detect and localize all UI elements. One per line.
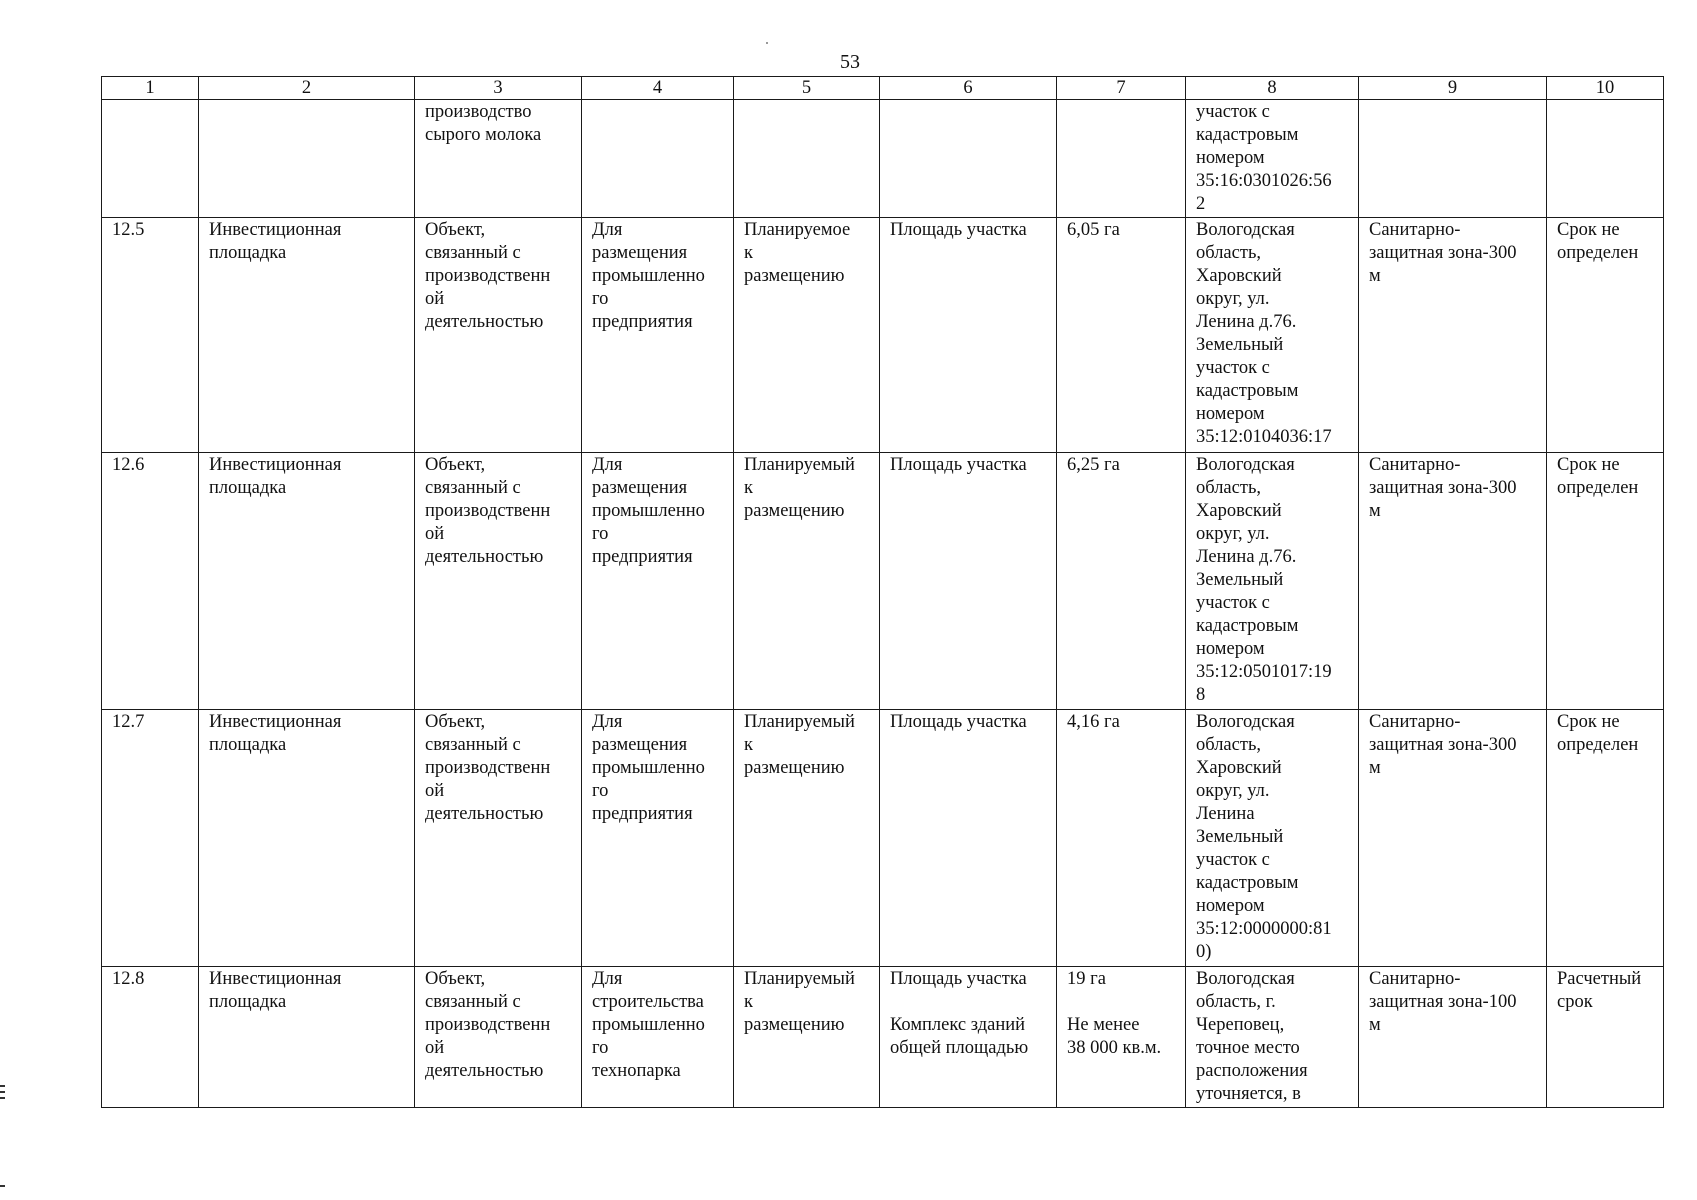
table-cell: Инвестиционная площадка [199,218,415,453]
table-cell: Для размещения промышленно го предприятия [582,218,734,453]
table-cell: Инвестиционная площадка [199,710,415,967]
table-cell: Площадь участка [880,218,1057,453]
table-cell: Инвестиционная площадка [199,453,415,710]
column-header: 3 [415,77,582,100]
table-cell: Объект, связанный с производственн ой деятельностью [415,967,582,1108]
table-row [102,453,1664,710]
table-cell: Санитарно- защитная зона-300 м [1359,710,1547,967]
column-header: 6 [880,77,1057,100]
header-row [102,77,1664,100]
table-cell: Планируемое к размещению [734,218,880,453]
table-cell: Вологодская область, Харовский округ, ул. Ленина д.76. Земельный участок с кадастровым номером 35:12:0501017:19 8 [1186,453,1359,710]
table-cell: Инвестиционная площадка [199,967,415,1108]
table-cell: Вологодская область, г. Череповец, точное место расположения уточняется, в [1186,967,1359,1108]
table-cell: Планируемый к размещению [734,710,880,967]
scan-mark [0,1097,5,1099]
table-cell: Срок не определен [1547,453,1664,710]
table-cell [1057,100,1186,218]
row-number-cell: 12.7 [102,710,199,967]
table-cell [1547,100,1664,218]
column-header: 9 [1359,77,1547,100]
column-header: 1 [102,77,199,100]
table-cell: Срок не определен [1547,218,1664,453]
table-cell: Для размещения промышленно го предприятия [582,710,734,967]
table-cell: участок с кадастровым номером 35:16:0301026:56 2 [1186,100,1359,218]
table-cell: 19 га Не менее 38 000 кв.м. [1057,967,1186,1108]
table-cell: Срок не определен [1547,710,1664,967]
table-cell: Планируемый к размещению [734,967,880,1108]
table-cell: Объект, связанный с производственн ой деятельностью [415,710,582,967]
table-cell: Планируемый к размещению [734,453,880,710]
table-cell: Вологодская область, Харовский округ, ул. Ленина д.76. Земельный участок с кадастровым номером 35:12:0104036:17 [1186,218,1359,453]
table-cell: Для размещения промышленно го предприятия [582,453,734,710]
table-cell [582,100,734,218]
table-row-continuation [102,100,1664,218]
table-cell: Площадь участка [880,710,1057,967]
table-cell [1359,100,1547,218]
table-cell: Объект, связанный с производственн ой деятельностью [415,218,582,453]
table-cell: 6,25 га [1057,453,1186,710]
table-cell [199,100,415,218]
table-cell: производство сырого молока [415,100,582,218]
column-header: 7 [1057,77,1186,100]
scan-mark [0,1085,5,1087]
table-row [102,967,1664,1108]
column-header: 2 [199,77,415,100]
column-header: 10 [1547,77,1664,100]
table-cell: Площадь участка Комплекс зданий общей площадью [880,967,1057,1108]
scan-mark [0,1091,5,1093]
table-cell: Санитарно- защитная зона-100 м [1359,967,1547,1108]
document-table [101,76,1664,1108]
table-cell: 4,16 га [1057,710,1186,967]
table-cell: Объект, связанный с производственн ой деятельностью [415,453,582,710]
row-number-cell: 12.6 [102,453,199,710]
table-cell: 6,05 га [1057,218,1186,453]
table-cell [102,100,199,218]
table-cell: Площадь участка [880,453,1057,710]
table-row [102,710,1664,967]
table-cell: Санитарно- защитная зона-300 м [1359,453,1547,710]
row-number-cell: 12.8 [102,967,199,1108]
table-row [102,218,1664,453]
scan-mark [0,1185,5,1187]
column-header: 5 [734,77,880,100]
page-number: 53 [840,51,860,73]
table-cell: Для строительства промышленно го технопарка [582,967,734,1108]
table-cell [734,100,880,218]
column-header: 4 [582,77,734,100]
table-cell: Расчетный срок [1547,967,1664,1108]
table-cell: Вологодская область, Харовский округ, ул. Ленина Земельный участок с кадастровым номером 35:12:0000000:81 0) [1186,710,1359,967]
table-cell [880,100,1057,218]
table-cell: Санитарно- защитная зона-300 м [1359,218,1547,453]
column-header: 8 [1186,77,1359,100]
scan-dot [766,42,768,44]
row-number-cell: 12.5 [102,218,199,453]
table-header [102,77,1664,100]
